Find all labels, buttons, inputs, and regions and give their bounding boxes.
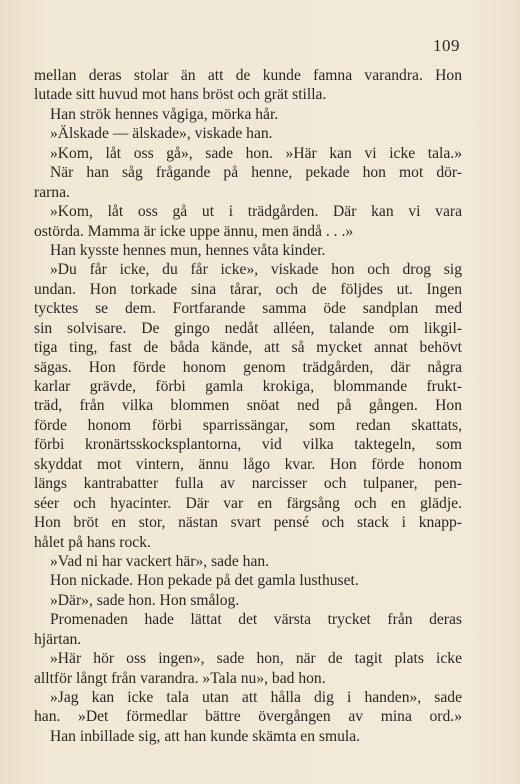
- text-line: »Här hör oss ingen», sade hon, när de tagit plats icke: [50, 650, 462, 668]
- text-line: tycktes se dem. Fortfarande samma öde sandplan med: [34, 300, 462, 318]
- text-line: Promenaden hade lättat det värsta trycket från deras: [50, 611, 462, 629]
- text-line: träd, från vilka blommen snöat ned på gången. Hon: [34, 397, 462, 415]
- body-text: [34, 66, 462, 746]
- text-line: tiga ting, fast de båda kände, att så mycket annat behövt: [34, 339, 462, 357]
- text-line: lutade sitt huvud mot hans bröst och grät stilla.: [34, 86, 327, 104]
- text-line: ostörda. Mamma är icke uppe ännu, men ändå . . .»: [34, 222, 354, 240]
- text-line: »Där», sade hon. Hon smålog.: [50, 591, 240, 609]
- text-line: Han inbillade sig, att han kunde skämta en smula.: [50, 727, 361, 745]
- text-line: »Kom, låt oss gå ut i trädgården. Där kan vi vara: [50, 203, 462, 221]
- text-line: »Vad ni har vackert här», sade han.: [50, 552, 270, 570]
- text-line: han. »Det förmedlar bättre övergången av mina ord.»: [34, 708, 462, 726]
- text-line: »Du får icke, du får icke», viskade hon och drog sig: [50, 261, 462, 279]
- text-line: Han kysste hennes mun, hennes våta kinder.: [50, 241, 326, 259]
- text-line: »Älskade — älskade», viskade han.: [50, 125, 273, 143]
- text-line: När han såg frågande på henne, pekade hon mot dör-: [50, 164, 462, 182]
- text-line: skyddat mot vintern, ännu lågo kvar. Hon förde honom: [34, 455, 462, 473]
- text-line: »Kom, låt oss gå», sade hon. »Här kan vi icke tala.»: [50, 144, 462, 162]
- text-line: hjärtan.: [34, 630, 82, 648]
- text-line: undan. Hon torkade sina tårar, och de följdes ut. Ingen: [34, 280, 462, 298]
- text-line: mellan deras stolar än att de kunde famna varandra. Hon: [34, 67, 462, 84]
- page-number: 109: [433, 36, 460, 55]
- text-line: rarna.: [34, 183, 70, 201]
- text-line: längs kantrabatter fulla av narcisser och tulpaner, pen-: [34, 475, 462, 493]
- text-line: hålet på hans rock.: [34, 533, 151, 551]
- text-line: Han strök hennes vågiga, mörka hår.: [50, 105, 279, 123]
- text-line: sin solvisare. De gingo nedåt alléen, talande om likgil-: [34, 319, 462, 337]
- text-line: alltför långt från varandra. »Tala nu», bad hon.: [34, 669, 326, 687]
- text-line: förde honom förbi sparrissängar, som redan skattats,: [34, 416, 462, 434]
- text-line: séer och hyacinter. Där var en färgsång och en glädje.: [34, 494, 462, 512]
- text-line: »Jag kan icke tala utan att hålla dig i handen», sade: [50, 689, 462, 706]
- text-line: Hon bröt en stor, nästan svart pensé och stack i knapp-: [34, 514, 462, 532]
- text-line: Hon nickade. Hon pekade på det gamla lusthuset.: [50, 572, 359, 590]
- text-line: karlar grävde, förbi gamla krokiga, blommande frukt-: [34, 378, 462, 395]
- text-line: förbi kronärtsskocksplantorna, vid vilka taktegeln, som: [34, 436, 462, 454]
- text-line: sägas. Hon förde honom genom trädgården, där några: [34, 358, 462, 376]
